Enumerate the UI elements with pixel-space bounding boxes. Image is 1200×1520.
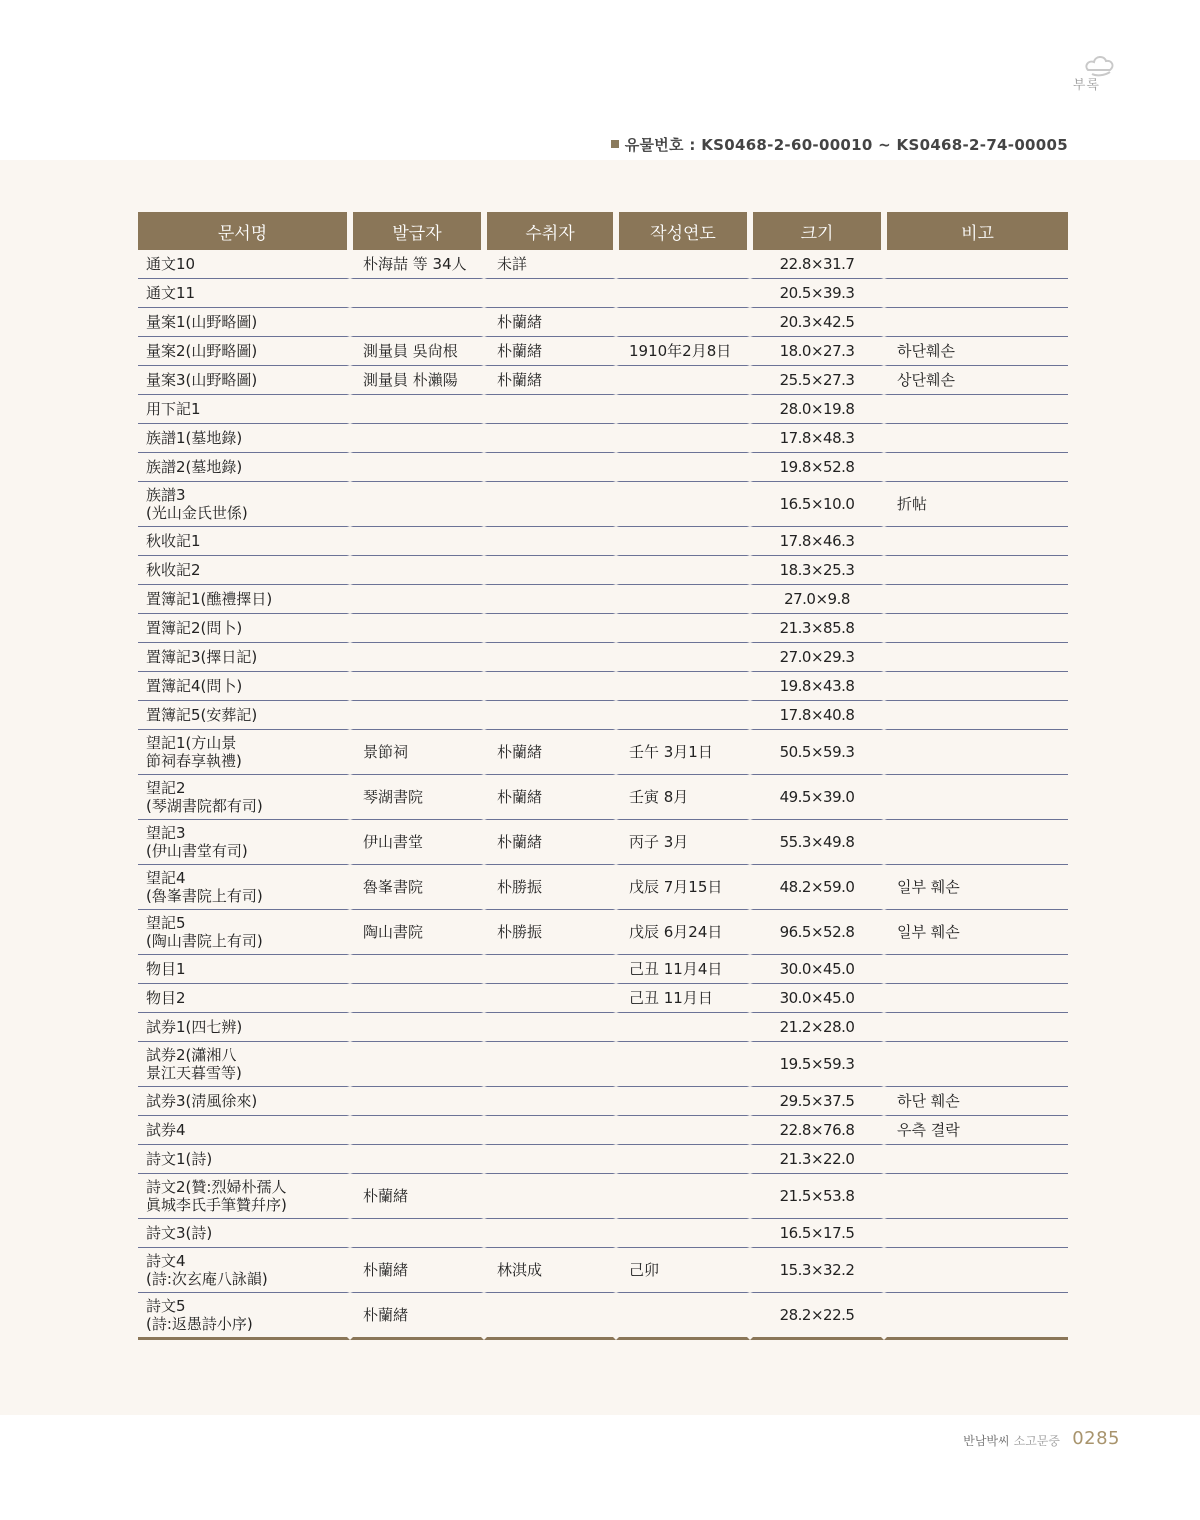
- doc-name-line: 秋收記2: [146, 561, 201, 579]
- cell-issuer: [350, 643, 484, 672]
- cell-doc-name: [138, 1293, 350, 1340]
- cell-issuer: [350, 1219, 484, 1248]
- cell-year: [616, 701, 750, 730]
- doc-name-line: 望記3: [146, 824, 186, 842]
- doc-name-line: 用下記1: [146, 400, 201, 418]
- cell-doc-name: [138, 585, 350, 614]
- cell-recipient: [484, 984, 616, 1013]
- doc-name-line: 試券3(淸風徐來): [146, 1092, 258, 1110]
- cell-recipient: [484, 672, 616, 701]
- cell-year: [616, 1087, 750, 1116]
- cell-doc-name: [138, 1116, 350, 1145]
- cell-year: 壬午 3月1日: [616, 730, 750, 775]
- table-row: [138, 984, 1068, 1013]
- cell-size: 17.8×48.3: [750, 424, 884, 453]
- cell-note: [884, 955, 1068, 984]
- doc-name-line: 通文11: [146, 284, 196, 302]
- header-issuer: 발급자: [350, 212, 484, 250]
- cell-size: 21.3×85.8: [750, 614, 884, 643]
- doc-name-line: 量案3(山野略圖): [146, 371, 258, 389]
- cell-note: 하단훼손: [884, 337, 1068, 366]
- doc-name-line: (陶山書院上有司): [146, 932, 263, 950]
- cell-note: 일부 훼손: [884, 910, 1068, 955]
- cell-issuer: [350, 308, 484, 337]
- cell-year: [616, 643, 750, 672]
- cell-year: [616, 1293, 750, 1340]
- section-label: 부록: [1072, 78, 1100, 93]
- cell-issuer: [350, 955, 484, 984]
- cell-doc-name: [138, 775, 350, 820]
- table-row: [138, 1174, 1068, 1219]
- page-number: 0285: [1072, 1428, 1120, 1449]
- cell-doc-name: [138, 366, 350, 395]
- cell-issuer: 魯峯書院: [350, 865, 484, 910]
- table-row: [138, 527, 1068, 556]
- cell-issuer: [350, 527, 484, 556]
- cell-recipient: 朴蘭緖: [484, 308, 616, 337]
- cell-doc-name: [138, 308, 350, 337]
- cell-note: [884, 308, 1068, 337]
- cell-note: [884, 585, 1068, 614]
- cell-issuer: 景節祠: [350, 730, 484, 775]
- cell-doc-name: [138, 1219, 350, 1248]
- cell-size: 50.5×59.3: [750, 730, 884, 775]
- cell-year: 壬寅 8月: [616, 775, 750, 820]
- cell-size: 55.3×49.8: [750, 820, 884, 865]
- cell-issuer: [350, 1087, 484, 1116]
- cell-year: [616, 1116, 750, 1145]
- cell-recipient: [484, 1013, 616, 1042]
- cell-issuer: [350, 556, 484, 585]
- cell-size: 28.0×19.8: [750, 395, 884, 424]
- doc-name-line: 通文10: [146, 255, 196, 273]
- header-note: 비고: [884, 212, 1068, 250]
- cell-issuer: [350, 279, 484, 308]
- cell-recipient: 林淇成: [484, 1248, 616, 1293]
- cell-doc-name: [138, 279, 350, 308]
- square-bullet-icon: [611, 140, 619, 148]
- cell-note: [884, 453, 1068, 482]
- cell-size: 17.8×40.8: [750, 701, 884, 730]
- cell-year: [616, 1145, 750, 1174]
- cell-note: [884, 424, 1068, 453]
- cell-year: [616, 308, 750, 337]
- cell-size: 18.3×25.3: [750, 556, 884, 585]
- doc-name-line: 望記4: [146, 869, 186, 887]
- cell-size: 30.0×45.0: [750, 984, 884, 1013]
- cell-size: 22.8×31.7: [750, 250, 884, 279]
- cell-size: 21.2×28.0: [750, 1013, 884, 1042]
- doc-name-line: 秋收記1: [146, 532, 201, 550]
- cell-size: 19.5×59.3: [750, 1042, 884, 1087]
- cell-note: [884, 984, 1068, 1013]
- cell-note: [884, 643, 1068, 672]
- cell-recipient: [484, 701, 616, 730]
- cell-issuer: [350, 1042, 484, 1087]
- cell-recipient: 朴蘭緖: [484, 775, 616, 820]
- cell-year: [616, 527, 750, 556]
- table-row: [138, 865, 1068, 910]
- cell-doc-name: [138, 250, 350, 279]
- cell-recipient: 朴蘭緖: [484, 337, 616, 366]
- cell-issuer: 陶山書院: [350, 910, 484, 955]
- table-row: [138, 1219, 1068, 1248]
- table-row: [138, 701, 1068, 730]
- cell-note: [884, 527, 1068, 556]
- table-row: [138, 279, 1068, 308]
- footer-book-title: 반남박씨: [963, 1434, 1010, 1448]
- cell-recipient: 朴勝振: [484, 910, 616, 955]
- cell-recipient: [484, 556, 616, 585]
- document-table: [138, 212, 1068, 1340]
- cell-note: 일부 훼손: [884, 865, 1068, 910]
- table-row: [138, 424, 1068, 453]
- cell-note: [884, 1145, 1068, 1174]
- cell-doc-name: [138, 730, 350, 775]
- cell-recipient: [484, 643, 616, 672]
- cell-doc-name: [138, 1145, 350, 1174]
- cell-note: 우측 결락: [884, 1116, 1068, 1145]
- cell-issuer: [350, 1013, 484, 1042]
- table-row: [138, 820, 1068, 865]
- cell-issuer: 琴湖書院: [350, 775, 484, 820]
- cell-year: [616, 366, 750, 395]
- cell-recipient: [484, 955, 616, 984]
- cell-doc-name: [138, 1087, 350, 1116]
- cell-year: [616, 672, 750, 701]
- cell-year: 戊辰 6月24日: [616, 910, 750, 955]
- cell-size: 29.5×37.5: [750, 1087, 884, 1116]
- cell-doc-name: [138, 865, 350, 910]
- doc-name-line: 置簿記4(問卜): [146, 677, 243, 695]
- doc-name-line: 詩文3(詩): [146, 1224, 213, 1242]
- cell-recipient: [484, 614, 616, 643]
- table-row: [138, 1293, 1068, 1340]
- doc-name-line: 置簿記3(擇日記): [146, 648, 258, 666]
- cell-note: [884, 395, 1068, 424]
- cell-issuer: 朴海喆 等 34人: [350, 250, 484, 279]
- doc-name-line: 試券1(四七辨): [146, 1018, 243, 1036]
- cell-recipient: 朴蘭緖: [484, 366, 616, 395]
- cell-size: 18.0×27.3: [750, 337, 884, 366]
- cell-recipient: [484, 585, 616, 614]
- cell-doc-name: [138, 820, 350, 865]
- cell-recipient: [484, 1174, 616, 1219]
- doc-name-line: (伊山書堂有司): [146, 842, 248, 860]
- cell-issuer: 測量員 吳尙根: [350, 337, 484, 366]
- cell-issuer: [350, 701, 484, 730]
- cell-recipient: [484, 1293, 616, 1340]
- doc-name-line: 詩文4: [146, 1252, 186, 1270]
- cell-size: 15.3×32.2: [750, 1248, 884, 1293]
- cell-year: [616, 556, 750, 585]
- doc-name-line: 景江天暮雪等): [146, 1064, 242, 1082]
- table-row: [138, 614, 1068, 643]
- footer-sub-title: 소고문중: [1013, 1434, 1060, 1448]
- cell-doc-name: [138, 482, 350, 527]
- cell-issuer: [350, 1116, 484, 1145]
- doc-name-line: (詩:次玄庵八詠韻): [146, 1270, 268, 1288]
- cell-size: 20.3×42.5: [750, 308, 884, 337]
- doc-name-line: 節祠春享執禮): [146, 752, 242, 770]
- doc-name-line: 置簿記2(問卜): [146, 619, 243, 637]
- cell-doc-name: [138, 1042, 350, 1087]
- cell-year: 戊辰 7月15日: [616, 865, 750, 910]
- doc-name-line: 物目1: [146, 960, 186, 978]
- cell-recipient: [484, 453, 616, 482]
- cell-issuer: [350, 453, 484, 482]
- table-row: [138, 955, 1068, 984]
- header-year: 작성연도: [616, 212, 750, 250]
- cell-doc-name: [138, 556, 350, 585]
- doc-name-line: 量案2(山野略圖): [146, 342, 258, 360]
- cell-size: 16.5×17.5: [750, 1219, 884, 1248]
- cell-issuer: 朴蘭緖: [350, 1248, 484, 1293]
- cell-note: [884, 730, 1068, 775]
- cell-year: 己卯: [616, 1248, 750, 1293]
- doc-name-line: (詩:返愚詩小序): [146, 1315, 253, 1333]
- table-row: [138, 1013, 1068, 1042]
- cell-recipient: 未詳: [484, 250, 616, 279]
- cell-size: 22.8×76.8: [750, 1116, 884, 1145]
- cell-year: [616, 1042, 750, 1087]
- cell-year: [616, 1013, 750, 1042]
- cell-year: [616, 482, 750, 527]
- cell-recipient: 朴蘭緖: [484, 820, 616, 865]
- artifact-id-line: [611, 134, 1068, 155]
- cell-size: 27.0×9.8: [750, 585, 884, 614]
- table-row: [138, 308, 1068, 337]
- cell-doc-name: [138, 395, 350, 424]
- cell-size: 49.5×39.0: [750, 775, 884, 820]
- cell-note: [884, 556, 1068, 585]
- cell-doc-name: [138, 424, 350, 453]
- doc-name-line: 詩文2(贊:烈婦朴孺人: [146, 1178, 287, 1196]
- cell-size: 16.5×10.0: [750, 482, 884, 527]
- table-row: [138, 775, 1068, 820]
- cell-issuer: 朴蘭緖: [350, 1293, 484, 1340]
- cell-doc-name: [138, 643, 350, 672]
- cell-note: [884, 1174, 1068, 1219]
- doc-name-line: (琴湖書院都有司): [146, 797, 263, 815]
- cell-issuer: 朴蘭緖: [350, 1174, 484, 1219]
- table-row: [138, 1248, 1068, 1293]
- cell-note: 상단훼손: [884, 366, 1068, 395]
- doc-name-line: 族譜2(墓地錄): [146, 458, 243, 476]
- cell-issuer: [350, 424, 484, 453]
- cell-doc-name: [138, 701, 350, 730]
- cell-note: [884, 820, 1068, 865]
- cell-note: [884, 1013, 1068, 1042]
- doc-name-line: 族譜1(墓地錄): [146, 429, 243, 447]
- cell-recipient: [484, 424, 616, 453]
- cell-issuer: [350, 984, 484, 1013]
- header-doc-name: 문서명: [138, 212, 350, 250]
- cell-recipient: [484, 279, 616, 308]
- cell-year: [616, 279, 750, 308]
- cell-note: 折帖: [884, 482, 1068, 527]
- cell-note: [884, 614, 1068, 643]
- cell-year: [616, 250, 750, 279]
- cell-note: [884, 279, 1068, 308]
- cell-size: 20.5×39.3: [750, 279, 884, 308]
- cell-doc-name: [138, 527, 350, 556]
- doc-name-line: 詩文1(詩): [146, 1150, 213, 1168]
- table-row: [138, 482, 1068, 527]
- table-row: [138, 556, 1068, 585]
- table-header-row: [138, 212, 1068, 250]
- cell-doc-name: [138, 614, 350, 643]
- cell-size: 19.8×43.8: [750, 672, 884, 701]
- cell-recipient: 朴勝振: [484, 865, 616, 910]
- cell-size: 96.5×52.8: [750, 910, 884, 955]
- cell-issuer: [350, 395, 484, 424]
- cell-size: 30.0×45.0: [750, 955, 884, 984]
- cell-issuer: [350, 672, 484, 701]
- cell-size: 27.0×29.3: [750, 643, 884, 672]
- cell-note: [884, 1248, 1068, 1293]
- cell-issuer: [350, 585, 484, 614]
- doc-name-line: 眞城李氏手筆贊幷序): [146, 1196, 287, 1214]
- header-recipient: 수취자: [484, 212, 616, 250]
- cell-issuer: [350, 614, 484, 643]
- doc-name-line: 置簿記1(醮禮擇日): [146, 590, 273, 608]
- cell-size: 48.2×59.0: [750, 865, 884, 910]
- cell-doc-name: [138, 1174, 350, 1219]
- table-row: [138, 395, 1068, 424]
- cell-recipient: [484, 527, 616, 556]
- cell-doc-name: [138, 984, 350, 1013]
- cell-year: [616, 395, 750, 424]
- cell-year: 1910年2月8日: [616, 337, 750, 366]
- cell-size: 19.8×52.8: [750, 453, 884, 482]
- cell-issuer: 測量員 朴瀨陽: [350, 366, 484, 395]
- cell-year: [616, 614, 750, 643]
- doc-name-line: 望記1(方山景: [146, 734, 237, 752]
- table-row: [138, 643, 1068, 672]
- cell-recipient: 朴蘭緖: [484, 730, 616, 775]
- table-row: [138, 1116, 1068, 1145]
- cell-year: [616, 453, 750, 482]
- cell-doc-name: [138, 955, 350, 984]
- cell-recipient: [484, 1219, 616, 1248]
- doc-name-line: 詩文5: [146, 1297, 186, 1315]
- cell-note: [884, 1042, 1068, 1087]
- table-row: [138, 1042, 1068, 1087]
- table-row: [138, 1145, 1068, 1174]
- cell-recipient: [484, 1042, 616, 1087]
- doc-name-line: 望記2: [146, 779, 186, 797]
- cell-year: [616, 1174, 750, 1219]
- table-row: [138, 585, 1068, 614]
- table-row: [138, 910, 1068, 955]
- cell-recipient: [484, 1116, 616, 1145]
- cell-note: 하단 훼손: [884, 1087, 1068, 1116]
- cell-doc-name: [138, 453, 350, 482]
- cell-size: 17.8×46.3: [750, 527, 884, 556]
- cell-doc-name: [138, 910, 350, 955]
- footer-title: [963, 1432, 1060, 1449]
- doc-name-line: 量案1(山野略圖): [146, 313, 258, 331]
- header-size: 크기: [750, 212, 884, 250]
- cell-size: 28.2×22.5: [750, 1293, 884, 1340]
- table-row: [138, 250, 1068, 279]
- artifact-id-text: 유물번호 : KS0468-2-60-00010 ~ KS0468-2-74-00005: [624, 136, 1068, 154]
- doc-name-line: 試券4: [146, 1121, 186, 1139]
- cell-size: 21.3×22.0: [750, 1145, 884, 1174]
- doc-name-line: 族譜3: [146, 486, 186, 504]
- cell-doc-name: [138, 672, 350, 701]
- cell-year: [616, 424, 750, 453]
- cell-year: [616, 1219, 750, 1248]
- doc-name-line: 物目2: [146, 989, 186, 1007]
- cell-note: [884, 701, 1068, 730]
- table-row: [138, 1087, 1068, 1116]
- doc-name-line: 試券2(瀟湘八: [146, 1046, 237, 1064]
- table-row: [138, 672, 1068, 701]
- cell-year: [616, 585, 750, 614]
- cell-year: 己丑 11月日: [616, 984, 750, 1013]
- cell-size: 25.5×27.3: [750, 366, 884, 395]
- cell-issuer: [350, 1145, 484, 1174]
- cell-recipient: [484, 395, 616, 424]
- cell-recipient: [484, 482, 616, 527]
- cell-year: 己丑 11月4日: [616, 955, 750, 984]
- cell-note: [884, 672, 1068, 701]
- cell-year: 丙子 3月: [616, 820, 750, 865]
- doc-name-line: 望記5: [146, 914, 186, 932]
- cell-note: [884, 1293, 1068, 1340]
- cell-recipient: [484, 1145, 616, 1174]
- doc-name-line: 置簿記5(安葬記): [146, 706, 258, 724]
- cell-doc-name: [138, 1013, 350, 1042]
- table-row: [138, 730, 1068, 775]
- doc-name-line: (魯峯書院上有司): [146, 887, 263, 905]
- table-row: [138, 366, 1068, 395]
- table-row: [138, 453, 1068, 482]
- cell-note: [884, 1219, 1068, 1248]
- cell-size: 21.5×53.8: [750, 1174, 884, 1219]
- cell-issuer: [350, 482, 484, 527]
- cell-note: [884, 250, 1068, 279]
- table-body: [138, 250, 1068, 1340]
- doc-name-line: (光山金氏世係): [146, 504, 248, 522]
- cell-doc-name: [138, 337, 350, 366]
- cell-issuer: 伊山書堂: [350, 820, 484, 865]
- cell-recipient: [484, 1087, 616, 1116]
- cell-note: [884, 775, 1068, 820]
- table-row: [138, 337, 1068, 366]
- cell-doc-name: [138, 1248, 350, 1293]
